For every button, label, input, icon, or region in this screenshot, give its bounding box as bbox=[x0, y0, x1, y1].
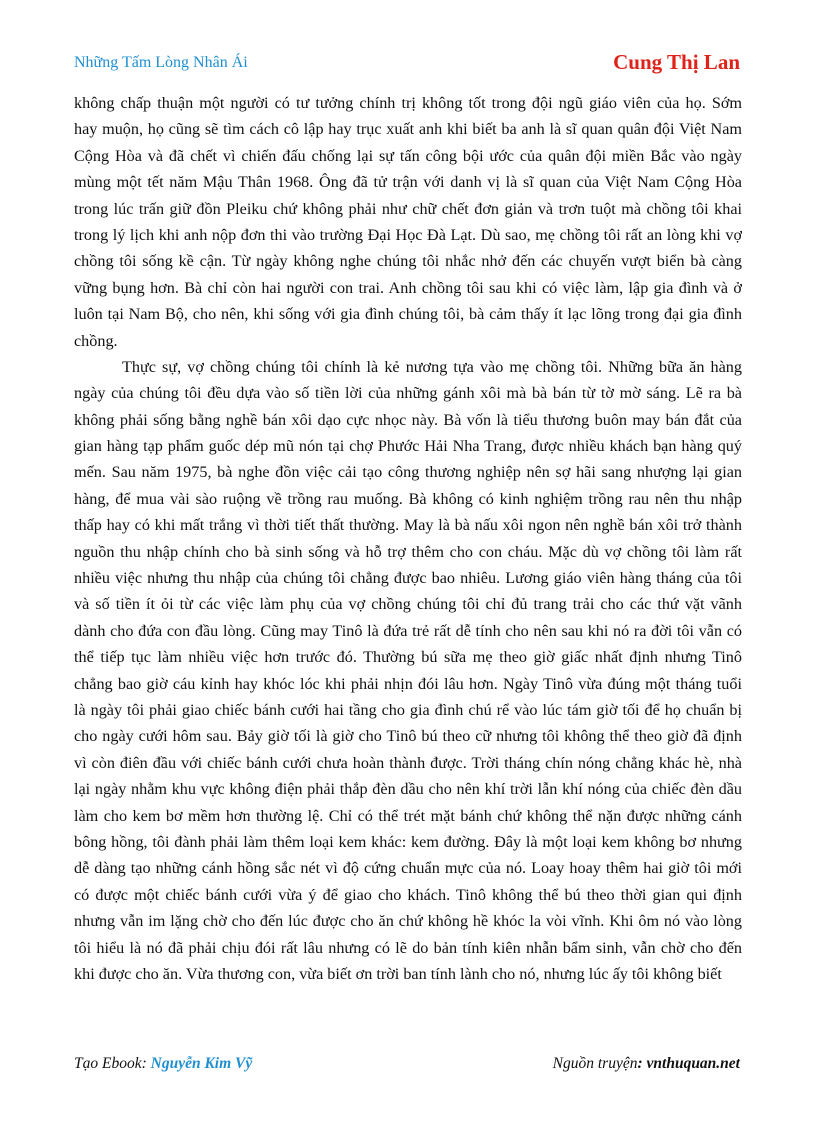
text-line: dễ dàng tạo những cánh hồng sắc nét vì độ cứng chuẩn mực của nó. Loay hoay thêm hai giờ tôi mới bbox=[74, 859, 742, 878]
text-line: và số tiền ít ỏi từ các việc làm phụ của vợ chồng chúng tôi chỉ đủ trang trải cho các thứ vặt vãnh bbox=[74, 595, 742, 614]
text-line: Thực sự, vợ chồng chúng tôi chính là kẻ nương tựa vào mẹ chồng tôi. Những bữa ăn hàng bbox=[122, 357, 742, 376]
ebook-label: Tạo Ebook bbox=[74, 1055, 142, 1072]
text-line: gian hàng tạp phẩm guốc dép mũ nón tại chợ Phước Hải Nha Trang, được nhiều khách bạn hàng quý bbox=[74, 437, 742, 456]
text-line: bông hồng, tôi đành phải làm thêm loại kem khác: kem đường. Đây là một loại kem không bơ nhưng bbox=[74, 832, 742, 851]
text-line: chẳng bao giờ cáu kỉnh hay khóc lóc khi phải nhịn đói lâu hơn. Ngày Tinô vừa đúng một tháng tuổi bbox=[74, 674, 742, 693]
text-line: mến. Sau năm 1975, bà nghe đồn việc cải tạo công thương nghiệp nên sợ hãi sang nhượng lại gian bbox=[74, 463, 742, 482]
text-line: dành cho đứa con đầu lòng. Cũng may Tinô là đứa trẻ rất dễ tính cho nên sau khi nó ra đời tôi vẫn có bbox=[74, 621, 742, 640]
text-line: cho ngày cưới hôm sau. Bảy giờ tối là giờ cho Tinô bú theo cữ nhưng tôi không thể theo giờ đã định bbox=[74, 727, 742, 746]
source-label: Nguồn truyện bbox=[552, 1055, 638, 1072]
text-line: khi được cho ăn. Vừa thương con, vừa biết ơn trời ban tính lành cho nó, nhưng lúc ấy tôi không biết bbox=[74, 964, 722, 983]
text-line: hàng, để mua vài sào ruộng về trồng rau muống. Bà không có kinh nghiệm trồng rau nên thu nhập bbox=[74, 489, 742, 508]
document-body bbox=[74, 90, 742, 987]
paragraph-2 bbox=[74, 354, 742, 987]
text-line: không chấp thuận một người có tư tưởng chính trị không tốt trong đội ngũ giáo viên của họ. Sớm bbox=[74, 94, 742, 112]
text-line: luôn tại Nam Bộ, cho nên, khi sống với gia đình chúng tôi, bà cảm thấy ít lạc lõng trong đại gia đình bbox=[74, 305, 742, 324]
text-line: trong lúc trấn giữ đồn Pleiku chứ không phải như chữ chết đơn giản và trơn tuột mà chồng tôi khai bbox=[74, 199, 742, 218]
text-line: tôi hiểu là nó đã phải chịu đói rất lâu nhưng có lẽ do bản tính kiên nhẫn bẩm sinh, vẫn chờ cho đến bbox=[74, 938, 742, 957]
text-line: nguồn thu nhập chính cho bà sinh sống và hỗ trợ thêm cho con cháu. Mặc dù vợ chồng tôi làm rất bbox=[74, 542, 742, 561]
text-line: vì còn điên đầu với chiếc bánh cưới chưa hoàn thành được. Trời tháng chín nóng chẳng khác hè, nhà bbox=[74, 753, 742, 772]
text-line: không phải sống bằng nghề bán xôi dạo cực nhọc này. Bà vốn là tiểu thương buôn may bán đắt của bbox=[74, 410, 742, 429]
text-line: mùng một tết năm Mậu Thân 1968. Ông đã tử trận với danh vị là sĩ quan của Việt Nam Cộng Hòa bbox=[74, 173, 742, 192]
text-line: Cộng Hòa và đã chết vì chiến đấu chống lại sự tấn công bội ước của quân đội miền Bắc vào ngày bbox=[74, 146, 742, 165]
text-line: là ngày tôi phải giao chiếc bánh cưới hai tầng cho gia đình chú rể vào lúc tám giờ tối để họ chuẩn bị bbox=[74, 700, 742, 719]
source-site: vnthuquan.net bbox=[646, 1055, 740, 1072]
text-line: ngày của chúng tôi đều dựa vào số tiền lời của những gánh xôi mà bà bán từ tờ mờ sáng. Lẽ ra bà bbox=[74, 384, 742, 403]
page-footer bbox=[74, 1055, 740, 1077]
text-line: chồng. bbox=[74, 331, 118, 350]
ebook-creator: Nguyễn Kim Vỹ bbox=[150, 1055, 253, 1072]
page-header bbox=[74, 50, 740, 76]
source-credit bbox=[553, 1055, 740, 1073]
paragraph-1 bbox=[74, 90, 742, 354]
text-line: chồng tôi sống kề cận. Từ ngày không nghe chúng tôi nhắc nhở đến các chuyến vượt biển bà càng bbox=[74, 252, 742, 271]
ebook-separator: : bbox=[141, 1055, 151, 1072]
text-line: thấp hay có khi mất trắng vì thời tiết thất thường. May là bà nấu xôi ngon nên nghề bán xôi trở thành bbox=[74, 516, 742, 535]
text-line: trong lý lịch khi anh nộp đơn thi vào trường Đại Học Đà Lạt. Dù sao, mẹ chồng tôi rất an lòng khi vợ bbox=[74, 225, 742, 244]
text-line: làm cho kem bơ mềm hơn thường lệ. Chỉ có thể trét mặt bánh chứ không thể nặn được những cánh bbox=[74, 806, 742, 825]
author-name: Cung Thị Lan bbox=[613, 50, 740, 74]
text-line: vững bụng hơn. Bà chỉ còn hai người con trai. Anh chồng tôi sau khi có việc làm, lập gia đình và ở bbox=[74, 278, 742, 297]
text-line: hay muộn, họ cũng sẽ tìm cách cô lập hay trục xuất anh khi biết ba anh là sĩ quan quân đội Việt Nam bbox=[74, 120, 742, 139]
text-line: thể tiếp tục làm nhiều việc hơn trước đó. Thường bú sữa mẹ theo giờ giấc nhất định nhưng Tinô bbox=[74, 648, 742, 667]
source-separator: : bbox=[637, 1055, 647, 1072]
ebook-credit bbox=[74, 1055, 252, 1073]
text-line: có được một chiếc bánh cưới vừa ý để giao cho khách. Tinô không thể bú theo thời gian qui định bbox=[74, 885, 742, 904]
text-line: nhiều việc nhưng thu nhập của chúng tôi chẳng được bao nhiêu. Lương giáo viên hàng tháng của tôi bbox=[74, 569, 742, 588]
text-line: nhưng vẫn im lặng chờ cho đến lúc được cho ăn chứ không hề khóc la vòi vĩnh. Khi ôm nó vào lòng bbox=[74, 912, 742, 931]
book-title: Những Tấm Lòng Nhân Ái bbox=[74, 54, 248, 71]
text-line: lại ngày nhằm khu vực không điện phải thắp đèn dầu cho nên khí trời lẫn khí nóng của chiếc đèn dầu bbox=[74, 780, 742, 799]
